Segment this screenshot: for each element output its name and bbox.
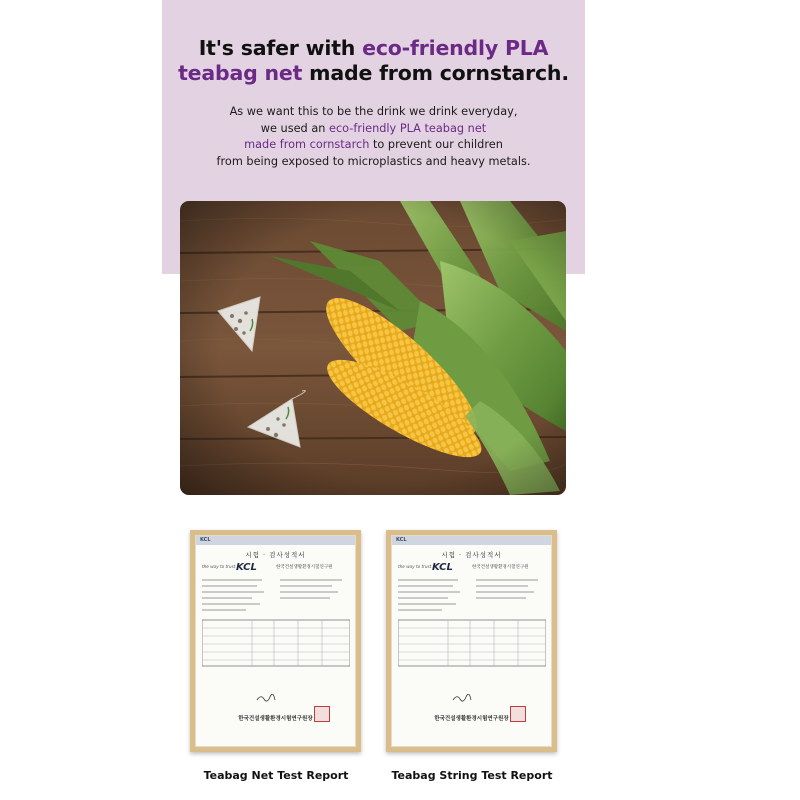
certificate-title: 시험 · 검사성적서: [245, 551, 306, 559]
certificate-document: [391, 535, 552, 747]
body-text: to prevent our children: [369, 138, 503, 151]
headline-line-1: [162, 36, 585, 61]
headline: [162, 36, 585, 86]
certificate-tagline: the way to trust: [202, 564, 236, 569]
certificate-organization: 한국건설생활환경시험연구원: [472, 565, 529, 570]
certificate-brand-small: KCL: [396, 537, 407, 543]
body-highlight: made from cornstarch: [244, 138, 370, 151]
certificate-body-lines: [398, 576, 546, 676]
signature-icon: [256, 694, 276, 702]
certificate-footer: 한국건설생활환경시험연구원장: [238, 716, 313, 722]
body-text: we used an: [260, 121, 329, 135]
body-line-3: [162, 137, 585, 154]
signature-icon: [452, 694, 472, 702]
headline-highlight: eco-friendly PLA: [362, 36, 549, 60]
certificate-document: [195, 535, 356, 747]
certificate-tagline: the way to trust: [398, 564, 432, 569]
teabag-string-report-caption: Teabag String Test Report: [391, 769, 553, 782]
headline-highlight: teabag net: [178, 61, 303, 85]
body-highlight: eco-friendly PLA teabag net: [329, 121, 487, 135]
certificate-body-lines: [202, 576, 350, 676]
certificate-header-bar: [392, 536, 551, 545]
kcl-logo: KCL: [432, 562, 453, 573]
kcl-logo: KCL: [236, 562, 257, 573]
certificate-frame: [386, 530, 557, 752]
certificate-footer: 한국건설생활환경시험연구원장: [434, 716, 509, 722]
certificate-header-bar: [196, 536, 355, 545]
teabag-net-report-caption: Teabag Net Test Report: [203, 769, 349, 782]
body-line-2: [162, 121, 585, 138]
certificate-title: 시험 · 검사성적서: [441, 551, 502, 559]
body-line-4: from being exposed to microplastics and heavy metals.: [216, 154, 531, 168]
certificate-brand-small: KCL: [200, 537, 211, 543]
headline-text: It's safer with: [198, 36, 363, 60]
certificate-frame: [190, 530, 361, 752]
corn-teabag-photo: [180, 201, 566, 495]
certificate-organization: 한국건설생활환경시험연구원: [276, 565, 333, 570]
headline-text: made from cornstarch.: [302, 61, 569, 85]
headline-line-2: [162, 61, 585, 86]
body-paragraph: [162, 104, 585, 170]
body-line-1: As we want this to be the drink we drink everyday,: [229, 105, 518, 118]
